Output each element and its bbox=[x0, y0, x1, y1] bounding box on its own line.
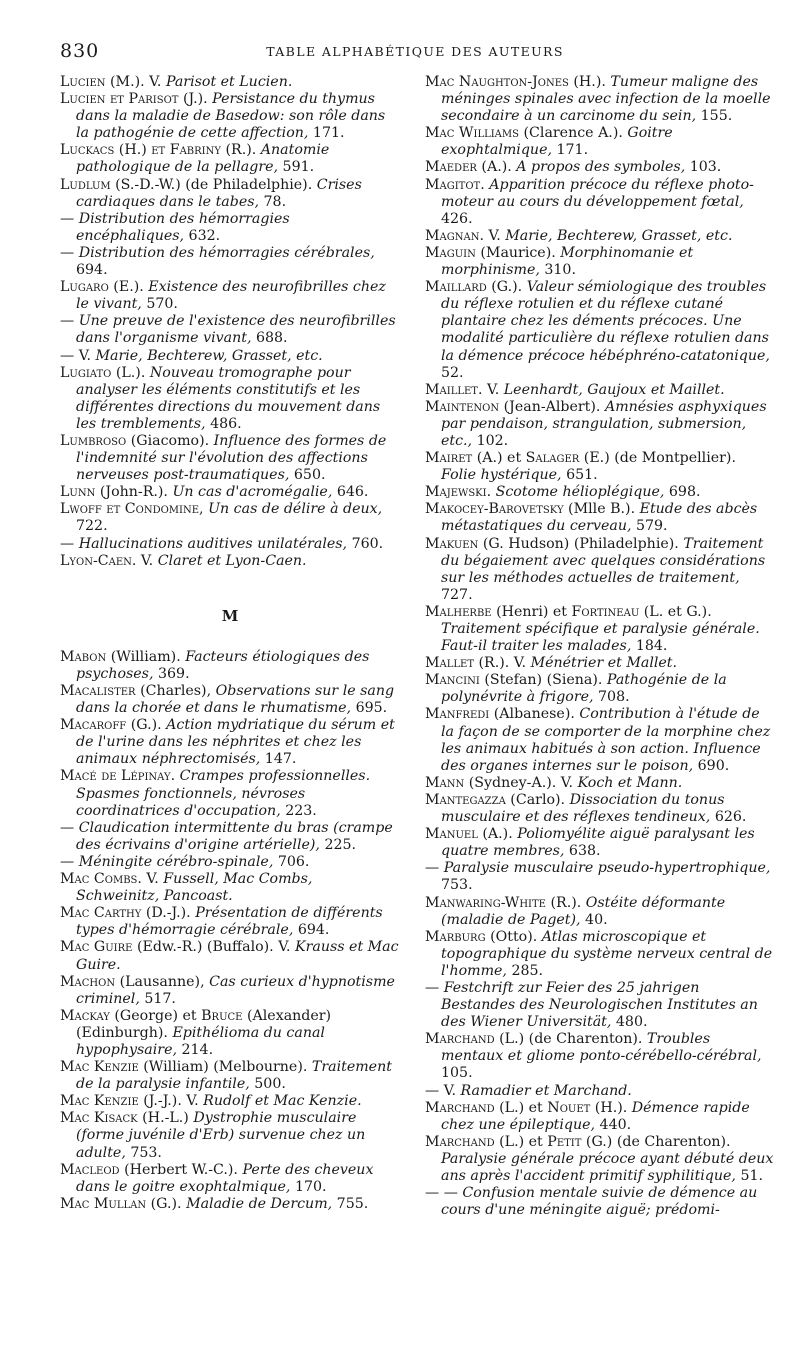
entry-page: 694. bbox=[76, 262, 108, 279]
entry-info: V. bbox=[482, 381, 504, 398]
entry-page: 285. bbox=[506, 962, 544, 979]
index-entry bbox=[425, 74, 775, 125]
entry-coauthor: Nouet bbox=[547, 1099, 591, 1116]
entry-title: Atlas microscopique et topographique du système nerveux central de l'homme, bbox=[441, 928, 773, 979]
entry-author: Machon bbox=[60, 973, 116, 990]
entry-author: Mac Naughton-Jones bbox=[425, 74, 569, 90]
index-entry bbox=[425, 177, 775, 228]
entry-author: Macaroff (G.). bbox=[60, 717, 162, 734]
entry-info: — bbox=[60, 819, 79, 836]
entry-title: Pathogénie de la polynévrite à frigore, bbox=[441, 672, 727, 706]
index-entry bbox=[60, 245, 400, 279]
entry-author: Lyon-Caen. bbox=[60, 552, 137, 569]
entry-info: (H.). bbox=[568, 74, 611, 90]
entry-title: Nouveau tromographe pour analyser les éléments constitutifs et les différentes directions du mouvement dans les tremblements, bbox=[76, 364, 381, 432]
entry-info: — V. bbox=[425, 1082, 461, 1099]
entry-author: Mancini bbox=[425, 672, 480, 689]
entry-title: Distribution des hémorragies encéphaliques, bbox=[76, 210, 290, 244]
entry-page: 171. bbox=[308, 125, 345, 142]
entry-title: Poliomyélite aiguë paralysant les quatre membres, bbox=[441, 826, 755, 860]
entry-author: Mac Carthy (D.-J.). bbox=[60, 905, 191, 922]
entry-author: Macleod bbox=[60, 1161, 120, 1178]
entry-page: 147. bbox=[260, 751, 297, 768]
entry-info: (Herbert W.-C.). bbox=[119, 1161, 243, 1178]
entry-author: Marburg bbox=[425, 928, 486, 945]
index-entry bbox=[425, 1083, 775, 1100]
entry-author: Lunn bbox=[60, 484, 96, 501]
entry-info: (George) et bbox=[109, 1007, 202, 1024]
entry-info: (John-R.). bbox=[95, 484, 173, 501]
entry-title: Maladie de Dercum, bbox=[186, 1195, 333, 1212]
index-entry bbox=[425, 279, 775, 382]
entry-info: — V. bbox=[60, 347, 96, 364]
entry-page: 103. bbox=[685, 159, 722, 176]
entry-title: Cas curieux d'hypnotisme criminel, bbox=[76, 973, 395, 1007]
entry-title: Dystrophie musculaire (forme juvénile d'Erb) survenue chez un adulte, bbox=[76, 1110, 366, 1161]
index-entry bbox=[60, 348, 400, 365]
entry-coauthor: Petit bbox=[547, 1133, 582, 1150]
index-entry bbox=[60, 649, 400, 683]
entry-info: (William) (Melbourne). bbox=[138, 1059, 312, 1076]
index-entry bbox=[60, 313, 400, 347]
index-entry bbox=[60, 717, 400, 768]
entry-title: Krauss et Mac Guire. bbox=[76, 939, 399, 973]
entry-info: (Albanese). bbox=[489, 706, 580, 723]
entry-page: 102. bbox=[472, 432, 509, 449]
entry-author: Luckacs (H.) et Fabriny (R.). bbox=[60, 142, 257, 159]
entry-info: (A.). bbox=[476, 159, 517, 176]
entry-author: Majewski. bbox=[425, 484, 492, 501]
entry-page: 570. bbox=[141, 296, 178, 313]
entry-info: (L. et G.). bbox=[639, 603, 712, 620]
index-entry bbox=[60, 279, 400, 313]
entry-author: Manwaring-White bbox=[425, 894, 546, 911]
entry-page: 51. bbox=[735, 1168, 764, 1184]
entry-page: 698. bbox=[664, 484, 701, 501]
entry-author: Ludlum (S.-D.-W.) bbox=[60, 176, 181, 193]
entry-title: Marie, Bechterew, Grasset, etc. bbox=[505, 227, 733, 244]
entry-page: 486. bbox=[205, 415, 242, 432]
entry-page: 753. bbox=[441, 877, 473, 894]
entry-title: Folie hystérique, bbox=[441, 467, 562, 484]
entry-author: Marchand bbox=[425, 1133, 495, 1150]
index-entry bbox=[425, 672, 775, 706]
entry-page: 184. bbox=[631, 638, 668, 655]
entry-title: Crises cardiaques dans le tabes, bbox=[76, 176, 362, 210]
entry-title: Un cas d'acromégalie, bbox=[172, 484, 333, 501]
entry-author: Makocey-Barovetsky bbox=[425, 501, 564, 518]
entry-title: Rudolf et Mac Kenzie. bbox=[203, 1093, 362, 1110]
entry-title: Valeur sémiologique des troubles du réflexe rotulien et du réflexe cutané plantaire chez les déments précoces. Une modalité particulière du réflexe rotulien dans la démence précoce hébéphréno-catatonique, bbox=[441, 279, 770, 364]
index-entry bbox=[60, 536, 400, 553]
entry-info: (Giacomo). bbox=[126, 432, 214, 449]
index-entry bbox=[425, 1185, 775, 1219]
entry-author: Mac Mullan bbox=[60, 1195, 147, 1212]
entry-title: Tumeur maligne des méninges spinales avec infection de la moelle secondaire à un carcinome du sein, bbox=[441, 74, 771, 125]
entry-title: Traitement spécifique et paralysie générale. Faut-il traiter les malades, bbox=[441, 621, 760, 655]
entry-info: (Carlo). bbox=[505, 791, 570, 808]
entry-info: (de Philadelphie). bbox=[180, 176, 317, 193]
entry-title: Existence des neurofibrilles chez le vivant, bbox=[76, 279, 386, 313]
entry-author: Mac Kisack (H.-L.) bbox=[60, 1110, 189, 1127]
entry-author: Lumbroso bbox=[60, 432, 127, 449]
index-entry bbox=[60, 768, 400, 819]
entry-author: Macalister bbox=[60, 683, 136, 699]
index-entry bbox=[425, 775, 775, 792]
index-entry bbox=[60, 365, 400, 433]
entry-info: — bbox=[60, 244, 79, 261]
entry-page: 753. bbox=[125, 1144, 162, 1161]
entry-info: — bbox=[60, 853, 79, 870]
index-entry bbox=[425, 655, 775, 672]
entry-title: Etude des abcès métastatiques du cerveau, bbox=[441, 501, 758, 535]
entry-info: (A.). bbox=[477, 826, 518, 843]
entry-author: Lucien et Parisot (J.). bbox=[60, 91, 208, 108]
entry-title: Paralysie musculaire pseudo-hypertrophique, bbox=[443, 860, 771, 877]
index-entry bbox=[425, 980, 775, 1031]
index-entry bbox=[60, 683, 400, 717]
entry-author: Mann bbox=[425, 774, 465, 791]
index-entry bbox=[60, 433, 400, 484]
entry-page: 517. bbox=[139, 990, 176, 1007]
entry-author: Lugiato (L.). bbox=[60, 364, 146, 381]
entry-author: Mac Williams bbox=[425, 125, 519, 142]
index-entry bbox=[60, 905, 400, 939]
entry-info: V. bbox=[136, 552, 158, 569]
entry-page: 155. bbox=[696, 108, 733, 125]
index-entry bbox=[60, 1162, 400, 1196]
entry-author: Maillard bbox=[425, 279, 487, 296]
entry-title: Influence des formes de l'indemnité sur l'évolution des affections nerveuses post-traumatiques, bbox=[76, 432, 387, 484]
entry-page: 690. bbox=[693, 757, 730, 774]
index-entry bbox=[60, 1008, 400, 1059]
entry-page: 591. bbox=[278, 159, 315, 176]
entry-info: (Clarence A.). bbox=[519, 125, 628, 142]
entry-page: 722. bbox=[76, 518, 108, 535]
index-entry bbox=[425, 228, 775, 245]
entry-author: Malherbe bbox=[425, 603, 492, 620]
entry-page: 223. bbox=[280, 802, 317, 819]
index-entry bbox=[60, 142, 400, 176]
index-entry bbox=[60, 854, 400, 871]
entry-title: Ramadier et Marchand. bbox=[460, 1082, 632, 1099]
entry-info: (E.) (de Montpellier). bbox=[579, 450, 736, 467]
entry-coauthor: Fortineau bbox=[571, 603, 640, 620]
entry-author: Makuen bbox=[425, 535, 479, 552]
entry-title: Une preuve de l'existence des neurofibrilles dans l'organisme vivant, bbox=[76, 313, 396, 347]
entry-author: Lucien (M.). bbox=[60, 74, 145, 90]
page-number: 830 bbox=[60, 40, 100, 62]
entry-info: V. bbox=[483, 227, 506, 244]
entry-info: (Jean-Albert). bbox=[499, 398, 605, 415]
index-entry bbox=[425, 1100, 775, 1134]
entry-title: Crampes professionnelles. Spasmes fonctionnels, névroses coordinatrices d'occupation, bbox=[76, 768, 371, 819]
entry-title: Marie, Bechterew, Grasset, etc. bbox=[95, 347, 323, 364]
index-entry bbox=[425, 1134, 775, 1185]
entry-page: 105. bbox=[441, 1065, 473, 1082]
entry-author: Mallet bbox=[425, 655, 474, 672]
entry-title: Goitre exophtalmique, bbox=[441, 125, 673, 159]
right-column bbox=[425, 74, 775, 1219]
entry-title: Ménétrier et Mallet. bbox=[530, 655, 678, 672]
entry-page: 651. bbox=[561, 467, 598, 484]
index-entry bbox=[60, 939, 400, 973]
entry-author: Macé de Lépinay. bbox=[60, 768, 176, 785]
entry-title: Leenhardt, Gaujoux et Maillet. bbox=[503, 381, 725, 398]
index-entry bbox=[60, 820, 400, 854]
index-entry bbox=[425, 399, 775, 450]
entry-page: 440. bbox=[595, 1116, 632, 1133]
entry-author: Marchand bbox=[425, 1031, 495, 1048]
index-entry bbox=[60, 553, 400, 570]
entry-author: Magitot. bbox=[425, 176, 485, 193]
entry-info: — — bbox=[425, 1185, 463, 1202]
index-entry bbox=[60, 871, 400, 905]
index-entry bbox=[425, 159, 775, 176]
entry-page: 694. bbox=[293, 922, 330, 939]
entry-page: 214. bbox=[176, 1041, 214, 1058]
entry-page: 40. bbox=[580, 911, 608, 928]
entry-info: (Henri) et bbox=[491, 603, 572, 620]
entry-title: Perte des cheveux dans le goitre exophtalmique, bbox=[76, 1161, 374, 1195]
entry-info: (Maurice). bbox=[475, 244, 561, 261]
entry-info: (G.). bbox=[486, 279, 527, 296]
entry-info: (Mlle B.). bbox=[563, 501, 640, 518]
entry-title: Paralysie générale précoce ayant débuté deux ans après l'accident primitif syphilitique, bbox=[441, 1150, 774, 1184]
index-entry bbox=[60, 1110, 400, 1161]
entry-title: Claudication intermittente du bras (crampe des écrivains d'origine artérielle), bbox=[76, 819, 393, 853]
entry-author: Lwoff et Condomine, bbox=[60, 501, 204, 518]
entry-author: Mairet bbox=[425, 450, 473, 467]
entry-title: Parisot et Lucien. bbox=[165, 74, 293, 90]
entry-author: Maguin bbox=[425, 244, 476, 261]
entry-title: Traitement de la paralysie infantile, bbox=[76, 1059, 392, 1093]
entry-title: Persistance du thymus dans la maladie de Basedow: son rôle dans la pathogénie de cette affection, bbox=[76, 91, 386, 142]
entry-title: Observations sur le sang dans la chorée et dans le rhumatisme, bbox=[76, 683, 395, 717]
index-entry bbox=[60, 177, 400, 211]
entry-info: V. bbox=[181, 1093, 204, 1110]
left-column bbox=[60, 74, 400, 1213]
entry-author: Mac Kenzie (J.-J.). bbox=[60, 1093, 182, 1110]
entry-info: (William). bbox=[106, 648, 186, 665]
index-entry bbox=[425, 792, 775, 826]
index-entry bbox=[60, 211, 400, 245]
index-entry bbox=[425, 826, 775, 860]
entry-title: Présentation de différents types d'hémorragie cérébrale, bbox=[76, 905, 383, 939]
entry-page: 170. bbox=[290, 1178, 327, 1195]
entry-info: — bbox=[60, 535, 79, 552]
entry-page: 626. bbox=[710, 809, 747, 826]
entry-author: Mac Kenzie bbox=[60, 1059, 139, 1076]
entry-title: Un cas de délire à deux, bbox=[208, 501, 383, 518]
entry-page: 706. bbox=[273, 853, 310, 870]
entry-title: Apparition précoce du réflexe photo-moteur au cours du développement fœtal, bbox=[441, 176, 754, 210]
entry-coauthor: Salager bbox=[525, 450, 580, 467]
entry-info: (Otto). bbox=[485, 928, 542, 945]
index-entry bbox=[60, 1059, 400, 1093]
entry-page: 688. bbox=[251, 330, 288, 347]
index-entry bbox=[60, 91, 400, 142]
index-entry bbox=[60, 1196, 400, 1213]
entry-info: V. bbox=[141, 871, 164, 888]
entry-title: Démence rapide chez une épileptique, bbox=[441, 1099, 750, 1133]
entry-author: Mac Combs. bbox=[60, 871, 142, 888]
index-entry bbox=[60, 74, 400, 91]
entry-info: (A.) et bbox=[472, 450, 526, 467]
entry-title: Action mydriatique du sérum et de l'urine dans les néphrites et chez les animaux néphrectomisés, bbox=[76, 717, 395, 768]
index-entry bbox=[425, 929, 775, 980]
entry-title: Distribution des hémorragies cérébrales, bbox=[78, 244, 375, 261]
index-entry bbox=[425, 706, 775, 774]
entry-info: — bbox=[60, 313, 79, 330]
entry-author: Maintenon bbox=[425, 398, 500, 415]
entry-page: 78. bbox=[259, 193, 287, 210]
entry-page: 727. bbox=[441, 586, 473, 603]
index-entry bbox=[60, 1093, 400, 1110]
entry-page: 225. bbox=[319, 836, 357, 853]
entry-page: 369. bbox=[153, 665, 190, 682]
entry-page: 579. bbox=[631, 518, 668, 535]
running-title: TABLE ALPHABÉTIQUE DES AUTEURS bbox=[266, 44, 564, 59]
entry-info: (G.). bbox=[146, 1195, 187, 1212]
entry-page: 52. bbox=[441, 364, 464, 381]
index-entry bbox=[425, 245, 775, 279]
entry-info: V. bbox=[144, 74, 166, 90]
entry-info: (Sydney-A.). V. bbox=[464, 774, 578, 791]
entry-info: (Alexander) (Edinburgh). bbox=[76, 1007, 332, 1041]
entry-page: 760. bbox=[347, 535, 384, 552]
entry-page: 695. bbox=[351, 700, 388, 717]
entry-page: 708. bbox=[593, 689, 630, 706]
entry-title: Koch et Mann. bbox=[577, 774, 683, 791]
entry-page: 638. bbox=[564, 843, 601, 860]
index-entry bbox=[425, 895, 775, 929]
entry-title: Traitement du bégaiement avec quelques considérations sur les méthodes actuelles de traitement, bbox=[441, 535, 766, 586]
entry-info: (H.). bbox=[590, 1099, 632, 1116]
entry-page: 171. bbox=[551, 142, 589, 159]
index-entry bbox=[60, 974, 400, 1008]
entry-info: (L.) et bbox=[494, 1099, 548, 1116]
entry-title: A propos des symboles, bbox=[516, 159, 686, 176]
index-entry bbox=[425, 382, 775, 399]
entry-page: 755. bbox=[332, 1195, 369, 1212]
index-entry bbox=[425, 860, 775, 894]
entry-info: (Charles), bbox=[135, 683, 216, 699]
entry-page: 632. bbox=[184, 227, 221, 244]
entry-title: Claret et Lyon-Caen. bbox=[157, 552, 307, 569]
entry-title: Troubles mentaux et gliome ponto-cérébello-cérébral, bbox=[441, 1031, 762, 1065]
entry-page: 650. bbox=[289, 467, 326, 484]
entry-coauthor: Bruce bbox=[201, 1007, 243, 1024]
entry-info: — bbox=[60, 210, 79, 227]
entry-author: Mabon bbox=[60, 648, 107, 665]
entry-info: (Stefan) (Siena). bbox=[479, 672, 607, 689]
entry-info: (Lausanne), bbox=[115, 973, 210, 990]
entry-page: 500. bbox=[249, 1076, 286, 1093]
section-letter: M bbox=[221, 606, 239, 625]
entry-title: Epithélioma du canal hypophysaire, bbox=[76, 1024, 325, 1058]
index-entry bbox=[425, 125, 775, 159]
entry-author: Manfredi bbox=[425, 706, 490, 723]
entry-info: (R.). bbox=[545, 894, 586, 911]
entry-title: Hallucinations auditives unilatérales, bbox=[78, 535, 348, 552]
entry-author: Magnan. bbox=[425, 227, 484, 244]
entry-info: (Edw.-R.) (Buffalo). V. bbox=[132, 939, 295, 956]
entry-title: Fussell, Mac Combs, Schweinitz, Pancoast. bbox=[76, 871, 313, 905]
index-entry bbox=[425, 501, 775, 535]
page-header bbox=[60, 40, 770, 64]
index-entry bbox=[425, 1031, 775, 1082]
entry-info: (L.) et bbox=[494, 1133, 548, 1150]
index-entry bbox=[60, 501, 400, 535]
entry-page: 426. bbox=[441, 210, 473, 227]
entry-title: Ostéite déformante (maladie de Paget), bbox=[441, 894, 726, 928]
entry-info: (G. Hudson) (Philadelphie). bbox=[478, 535, 684, 552]
entry-title: Festchrift zur Feier des 25 jahrigen Bestandes des Neurologischen Institutes an des Wiener Universität, bbox=[441, 979, 758, 1031]
entry-title: Contribution à l'étude de la façon de se comporter de la morphine chez les animaux habitués à son action. Influence des organes internes sur le poison, bbox=[441, 706, 771, 774]
entry-author: Lugaro (E.). bbox=[60, 279, 144, 296]
entry-title: Scotome hélioplégique, bbox=[495, 484, 665, 501]
entry-page: 310. bbox=[539, 262, 576, 279]
index-entry bbox=[60, 484, 400, 501]
index-entry bbox=[425, 484, 775, 501]
entry-title: Morphinomanie et morphinisme, bbox=[441, 244, 694, 279]
entry-author: Mac Guire bbox=[60, 939, 133, 956]
index-entry bbox=[425, 536, 775, 604]
entry-title: Facteurs étiologiques des psychoses, bbox=[76, 648, 370, 682]
entry-title: Anatomie pathologique de la pellagre, bbox=[76, 142, 330, 176]
entry-author: Marchand bbox=[425, 1099, 495, 1116]
entry-author: Mackay bbox=[60, 1007, 110, 1024]
entry-info: — bbox=[425, 860, 444, 877]
entry-title: Confusion mentale suivie de démence au cours d'une méningite aiguë; prédomi- bbox=[441, 1185, 758, 1219]
entry-info: (R.). V. bbox=[474, 655, 531, 672]
index-entry bbox=[425, 604, 775, 655]
entry-title: Dissociation du tonus musculaire et des réflexes tendineux, bbox=[441, 791, 725, 826]
entry-page: 646. bbox=[332, 484, 369, 501]
entry-info: — bbox=[425, 979, 444, 996]
entry-info: (L.) (de Charenton). bbox=[494, 1031, 647, 1048]
entry-author: Maeder bbox=[425, 159, 477, 176]
entry-info: (G.) (de Charenton). bbox=[581, 1133, 731, 1150]
entry-author: Mantegazza bbox=[425, 791, 506, 808]
entry-page: 480. bbox=[611, 1014, 648, 1031]
entry-author: Manuel bbox=[425, 826, 478, 843]
entry-author: Maillet. bbox=[425, 381, 483, 398]
index-entry bbox=[425, 450, 775, 484]
entry-title: Amnésies asphyxiques par pendaison, strangulation, submersion, etc., bbox=[441, 398, 767, 449]
entry-title: Méningite cérébro-spinale, bbox=[78, 853, 274, 870]
